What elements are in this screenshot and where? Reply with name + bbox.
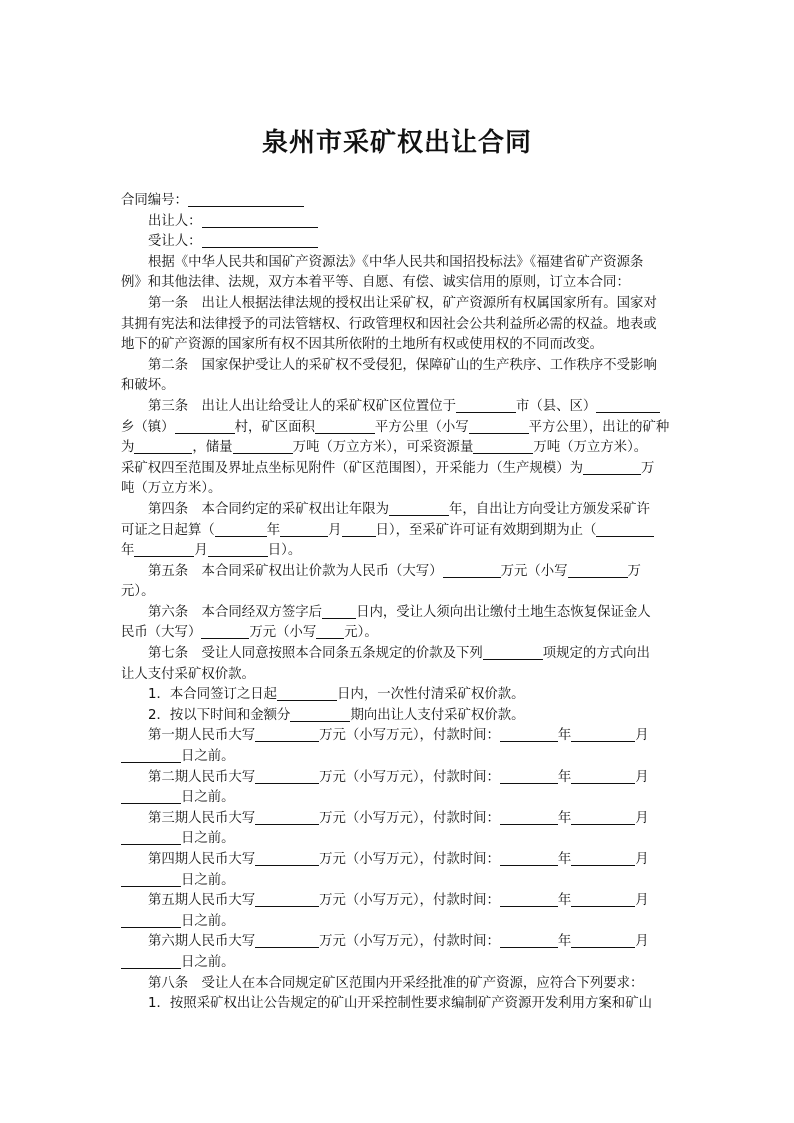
text-segment: 年 xyxy=(121,543,135,559)
article-8-line: 第八条 受让人在本合同规定矿区范围内开采经批准的矿产资源，应符合下列要求： xyxy=(148,975,644,991)
installment-line xyxy=(121,809,677,830)
installment-line xyxy=(121,912,677,933)
blank-field[interactable] xyxy=(500,769,558,784)
blank-field[interactable] xyxy=(483,645,543,660)
text-segment: 月 xyxy=(635,769,649,785)
text-segment: 日之前。 xyxy=(181,831,235,847)
article-3-line xyxy=(121,397,677,418)
installment-line xyxy=(121,788,677,809)
blank-field[interactable] xyxy=(134,439,192,454)
blank-field[interactable] xyxy=(571,727,635,742)
text-segment: 年 xyxy=(557,893,572,909)
text-segment: 项规定的方式向出 xyxy=(542,646,650,662)
text-segment: 日之前。 xyxy=(181,790,235,806)
text-segment: 万元（小写万元），付款时间： xyxy=(319,934,500,950)
text-segment: 万元（小写 xyxy=(500,563,568,579)
text-segment: 万 xyxy=(640,460,655,476)
text-segment: 日）。 xyxy=(267,543,302,559)
text-segment: 第五期人民币大写 xyxy=(148,893,256,909)
text-segment: 村，矿区面积 xyxy=(234,419,315,435)
text-segment: 第五条 本合同采矿权出让价款为人民币（大写） xyxy=(148,563,443,579)
installment-line xyxy=(121,891,677,912)
article-4-line xyxy=(121,500,677,521)
text-segment: 年 xyxy=(266,522,281,538)
blank-field[interactable] xyxy=(500,933,558,948)
text-segment: 年 xyxy=(557,852,572,867)
text-segment: 第三期人民币大写 xyxy=(148,810,256,826)
text-segment: 年 xyxy=(557,934,572,950)
text-segment: 1．本合同签订之日起 xyxy=(148,687,278,703)
text-segment: 万元（小写 xyxy=(249,625,317,641)
blank-field[interactable] xyxy=(208,542,268,557)
article-4-line xyxy=(121,521,677,542)
text-segment: 第七条 受让人同意按照本合同条五条规定的价款及下列 xyxy=(148,646,483,662)
blank-field[interactable] xyxy=(596,522,654,537)
text-segment: 月 xyxy=(328,522,342,538)
blank-field[interactable] xyxy=(469,419,529,434)
article-1-line: 第一条 出让人根据法律法规的授权出让采矿权，矿产资源所有权属国家所有。国家对 xyxy=(148,295,657,311)
blank-field[interactable] xyxy=(255,933,319,948)
text-segment: 期向出让人支付采矿权价款。 xyxy=(350,707,525,723)
text-segment: 第三条 出让人出让给受让人的采矿权矿区位置位于 xyxy=(148,398,456,414)
text-segment: 万元（小写万元），付款时间： xyxy=(319,728,500,744)
assignor-label: 出让人： xyxy=(148,213,202,229)
assignor-line xyxy=(121,212,677,233)
blank-field[interactable] xyxy=(571,851,635,866)
text-segment: 民币（大写） xyxy=(121,625,202,641)
installment-line xyxy=(121,747,677,768)
blank-field[interactable] xyxy=(121,830,181,845)
text-segment: 市（县、区） xyxy=(515,398,597,414)
text-segment: 元）。 xyxy=(344,625,378,641)
blank-field[interactable] xyxy=(571,769,635,784)
blank-field[interactable] xyxy=(277,686,337,701)
text-segment: 万元（小写万元），付款时间： xyxy=(319,893,500,909)
text-segment: 万元（小写万元），付款时间： xyxy=(319,810,500,826)
article-8-line: 1．按照采矿权出让公告规定的矿山开采控制性要求编制矿产资源开发利用方案和矿山 xyxy=(148,996,652,1012)
installment-line xyxy=(121,953,677,974)
article-6-line xyxy=(121,623,677,644)
text-segment: 年 xyxy=(557,728,572,744)
text-segment: 月 xyxy=(635,934,649,950)
article-5-line: 元）。 xyxy=(121,584,155,600)
installment-line xyxy=(121,829,677,850)
article-3-line xyxy=(121,418,677,439)
blank-field[interactable] xyxy=(500,851,558,866)
preamble-line: 根据《中华人民共和国矿产资源法》《中华人民共和国招投标法》《福建省矿产资源条 xyxy=(148,254,644,270)
assignee-line xyxy=(121,232,677,253)
text-segment: 万 xyxy=(627,563,641,579)
blank-field[interactable] xyxy=(389,501,449,516)
text-segment: 2．按以下时间和金额分 xyxy=(148,707,291,723)
text-segment: 月 xyxy=(194,543,208,559)
text-segment: 日内，受让人须向出让缴付土地生态恢复保证金人 xyxy=(356,604,651,620)
text-segment: 第四条 本合同约定的采矿权出让年限为 xyxy=(148,501,390,517)
text-segment: 为 xyxy=(121,440,135,456)
blank-field[interactable] xyxy=(500,892,558,907)
assignee-blank[interactable] xyxy=(202,233,318,248)
article-2-line: 和破坏。 xyxy=(121,378,175,394)
installment-line xyxy=(121,850,677,871)
blank-field[interactable] xyxy=(571,933,635,948)
text-segment: 万元（小写万元），付款时间： xyxy=(319,852,500,867)
blank-field[interactable] xyxy=(201,624,249,639)
blank-field[interactable] xyxy=(121,789,181,804)
installment-line xyxy=(121,932,677,953)
article-7-option-1 xyxy=(121,685,677,706)
text-segment: 月 xyxy=(635,852,649,867)
text-segment: 第二期人民币大写 xyxy=(148,769,256,785)
blank-field[interactable] xyxy=(121,954,181,969)
text-segment: 可证之日起算（ xyxy=(121,522,215,538)
text-segment: 平方公里（小写 xyxy=(374,419,469,435)
text-segment: 年，自出让方向受让方颁发采矿许 xyxy=(449,501,650,517)
text-segment: ，储量 xyxy=(192,440,233,456)
blank-field[interactable] xyxy=(456,398,516,413)
article-3-line xyxy=(121,459,677,480)
text-segment: 万吨（万立方米）。 xyxy=(533,440,648,456)
contract-body xyxy=(121,191,677,1015)
text-segment: 年 xyxy=(557,769,572,785)
installment-line xyxy=(121,768,677,789)
text-segment: 月 xyxy=(635,728,649,744)
blank-field[interactable] xyxy=(175,419,235,434)
text-segment: 万吨（万立方米），可采资源量 xyxy=(292,440,474,456)
text-segment: 日之前。 xyxy=(181,913,235,929)
text-segment: 第一期人民币大写 xyxy=(148,728,256,744)
article-3-line: 吨（万立方米）。 xyxy=(121,481,222,497)
blank-field[interactable] xyxy=(121,913,181,928)
text-segment: 日内，一次性付清采矿权价款。 xyxy=(337,687,525,703)
text-segment: 平方公里），出让的矿种 xyxy=(528,419,670,435)
blank-field[interactable] xyxy=(280,522,328,537)
blank-field[interactable] xyxy=(500,810,558,825)
blank-field[interactable] xyxy=(583,460,641,475)
blank-field[interactable] xyxy=(596,398,660,413)
installment-line xyxy=(121,726,677,747)
text-segment: 万元（小写万元），付款时间： xyxy=(319,769,500,785)
blank-field[interactable] xyxy=(571,810,635,825)
blank-field[interactable] xyxy=(255,892,319,907)
blank-field[interactable] xyxy=(500,727,558,742)
blank-field[interactable] xyxy=(342,522,376,537)
article-6-line xyxy=(121,603,677,624)
contract-no-line xyxy=(121,191,677,212)
article-3-line xyxy=(121,438,677,459)
text-segment: 日之前。 xyxy=(181,749,235,765)
blank-field[interactable] xyxy=(255,851,319,866)
blank-field[interactable] xyxy=(233,439,293,454)
text-segment: 日之前。 xyxy=(181,872,235,888)
blank-field[interactable] xyxy=(215,522,267,537)
article-1-line: 其拥有宪法和法律授予的司法管辖权、行政管理权和因社会公共利益所必需的权益。地表或 xyxy=(121,316,657,332)
text-segment: 第四期人民币大写 xyxy=(148,852,256,867)
article-5-line xyxy=(121,562,677,583)
text-segment: 年 xyxy=(557,810,572,826)
blank-field[interactable] xyxy=(121,748,181,763)
contract-no-blank[interactable] xyxy=(188,192,304,207)
blank-field[interactable] xyxy=(568,563,628,578)
blank-field[interactable] xyxy=(316,624,344,639)
blank-field[interactable] xyxy=(255,769,319,784)
blank-field[interactable] xyxy=(255,727,319,742)
blank-field[interactable] xyxy=(571,892,635,907)
article-7-option-2 xyxy=(121,706,677,727)
article-2-line: 第二条 国家保护受让人的采矿权不受侵犯，保障矿山的生产秩序、工作秩序不受影响 xyxy=(148,357,657,373)
text-segment: 采矿权四至范围及界址点坐标见附件（矿区范围图），开采能力（生产规模）为 xyxy=(121,460,583,476)
blank-field[interactable] xyxy=(443,563,501,578)
blank-field[interactable] xyxy=(290,707,350,722)
blank-field[interactable] xyxy=(121,872,181,887)
text-segment: 日），至采矿许可证有效期到期为止（ xyxy=(375,522,597,538)
article-7-line: 让人支付采矿权价款。 xyxy=(121,666,255,682)
text-segment: 第六期人民币大写 xyxy=(148,934,256,950)
text-segment: 月 xyxy=(635,810,649,826)
text-segment: 乡（镇） xyxy=(121,419,175,435)
text-segment: 日之前。 xyxy=(181,954,235,970)
preamble-line: 例》和其他法律、法规，双方本着平等、自愿、有偿、诚实信用的原则，订立本合同： xyxy=(121,275,630,291)
article-7-line xyxy=(121,644,677,665)
document-title: 泉州市采矿权出让合同 xyxy=(261,128,532,158)
blank-field[interactable] xyxy=(473,439,533,454)
text-segment: 月 xyxy=(635,893,649,909)
blank-field[interactable] xyxy=(322,604,356,619)
installment-line xyxy=(121,871,677,892)
assignor-blank[interactable] xyxy=(202,213,318,228)
assignee-label: 受让人： xyxy=(148,234,202,250)
blank-field[interactable] xyxy=(255,810,319,825)
blank-field[interactable] xyxy=(315,419,375,434)
article-1-line: 地下的矿产资源的国家所有权不因其所依附的土地所有权或使用权的不同而改变。 xyxy=(121,337,604,353)
article-4-line xyxy=(121,541,677,562)
contract-no-label: 合同编号： xyxy=(121,193,188,208)
text-segment: 第六条 本合同经双方签字后 xyxy=(148,604,323,620)
blank-field[interactable] xyxy=(134,542,194,557)
